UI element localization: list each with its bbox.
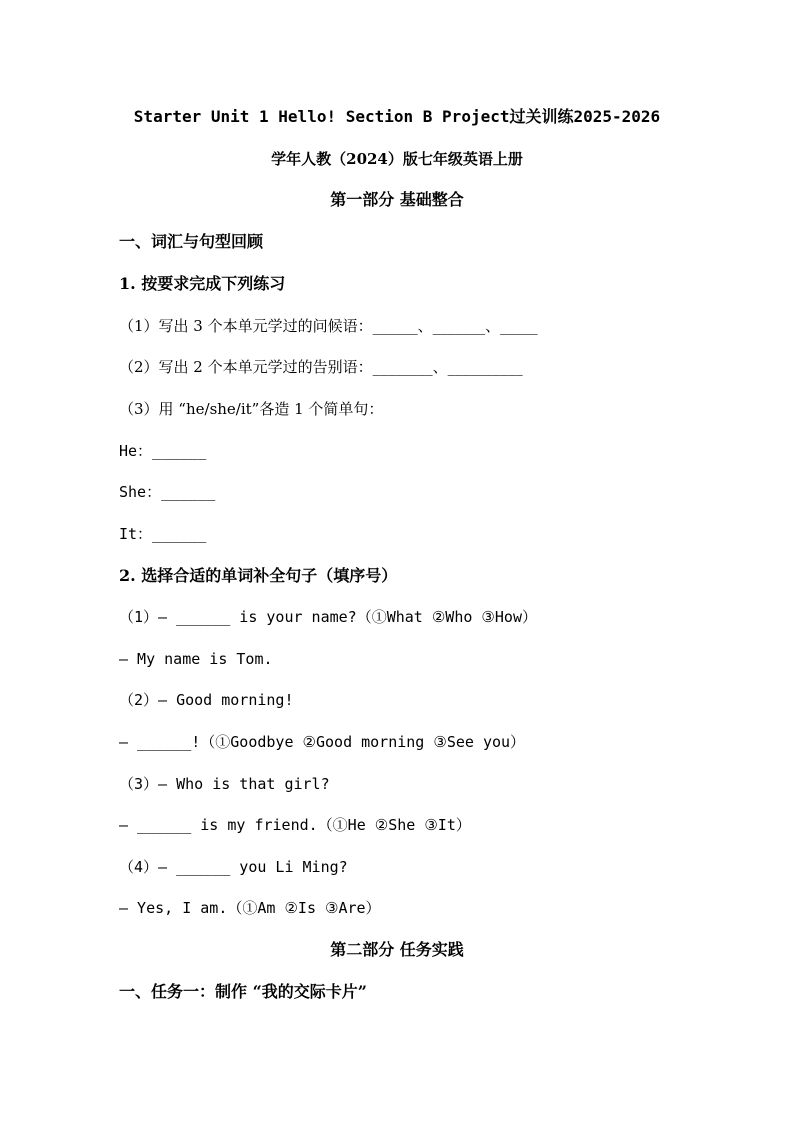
- q2-line-1: （1）— ______ is your name?（①What ②Who ③How）: [119, 608, 537, 626]
- section1-heading: 一、词汇与句型回顾: [119, 232, 264, 251]
- q1-blank-she: She：______: [119, 483, 216, 501]
- q2-line-5: （3）— Who is that girl?: [119, 775, 330, 793]
- q2-line-2: — My name is Tom.: [119, 650, 273, 668]
- q1-blank-it: It：______: [119, 525, 207, 543]
- document-title-line-1: Starter Unit 1 Hello! Section B Project过关训练2025-2026: [133, 107, 661, 126]
- part1-title: 第一部分 基础整合: [330, 190, 464, 209]
- task1-heading: 一、任务一：制作 “我的交际卡片”: [119, 982, 367, 1001]
- q1-blank-he: He：______: [119, 442, 207, 460]
- q2-heading: 2. 选择合适的单词补全句子（填序号）: [119, 566, 398, 585]
- q2-line-7: （4）— ______ you Li Ming?: [119, 858, 348, 876]
- q1-heading: 1. 按要求完成下列练习: [119, 274, 286, 293]
- q2-line-6: — ______ is my friend.（①He ②She ③It）: [119, 816, 471, 834]
- q1-item-3: （3）用 “he/she/it”各造 1 个简单句：: [119, 400, 384, 418]
- document-title-line-2: 学年人教（2024）版七年级英语上册: [271, 150, 523, 168]
- q2-line-3: （2）— Good morning!: [119, 691, 294, 709]
- q1-item-1: （1）写出 3 个本单元学过的问候语：______、_______、_____: [119, 317, 538, 335]
- q1-item-2: （2）写出 2 个本单元学过的告别语：________、__________: [119, 358, 523, 376]
- part2-title: 第二部分 任务实践: [330, 940, 464, 959]
- q2-line-4: — ______!（①Goodbye ②Good morning ③See you）: [119, 733, 526, 751]
- q2-line-8: — Yes, I am.（①Am ②Is ③Are）: [119, 899, 381, 917]
